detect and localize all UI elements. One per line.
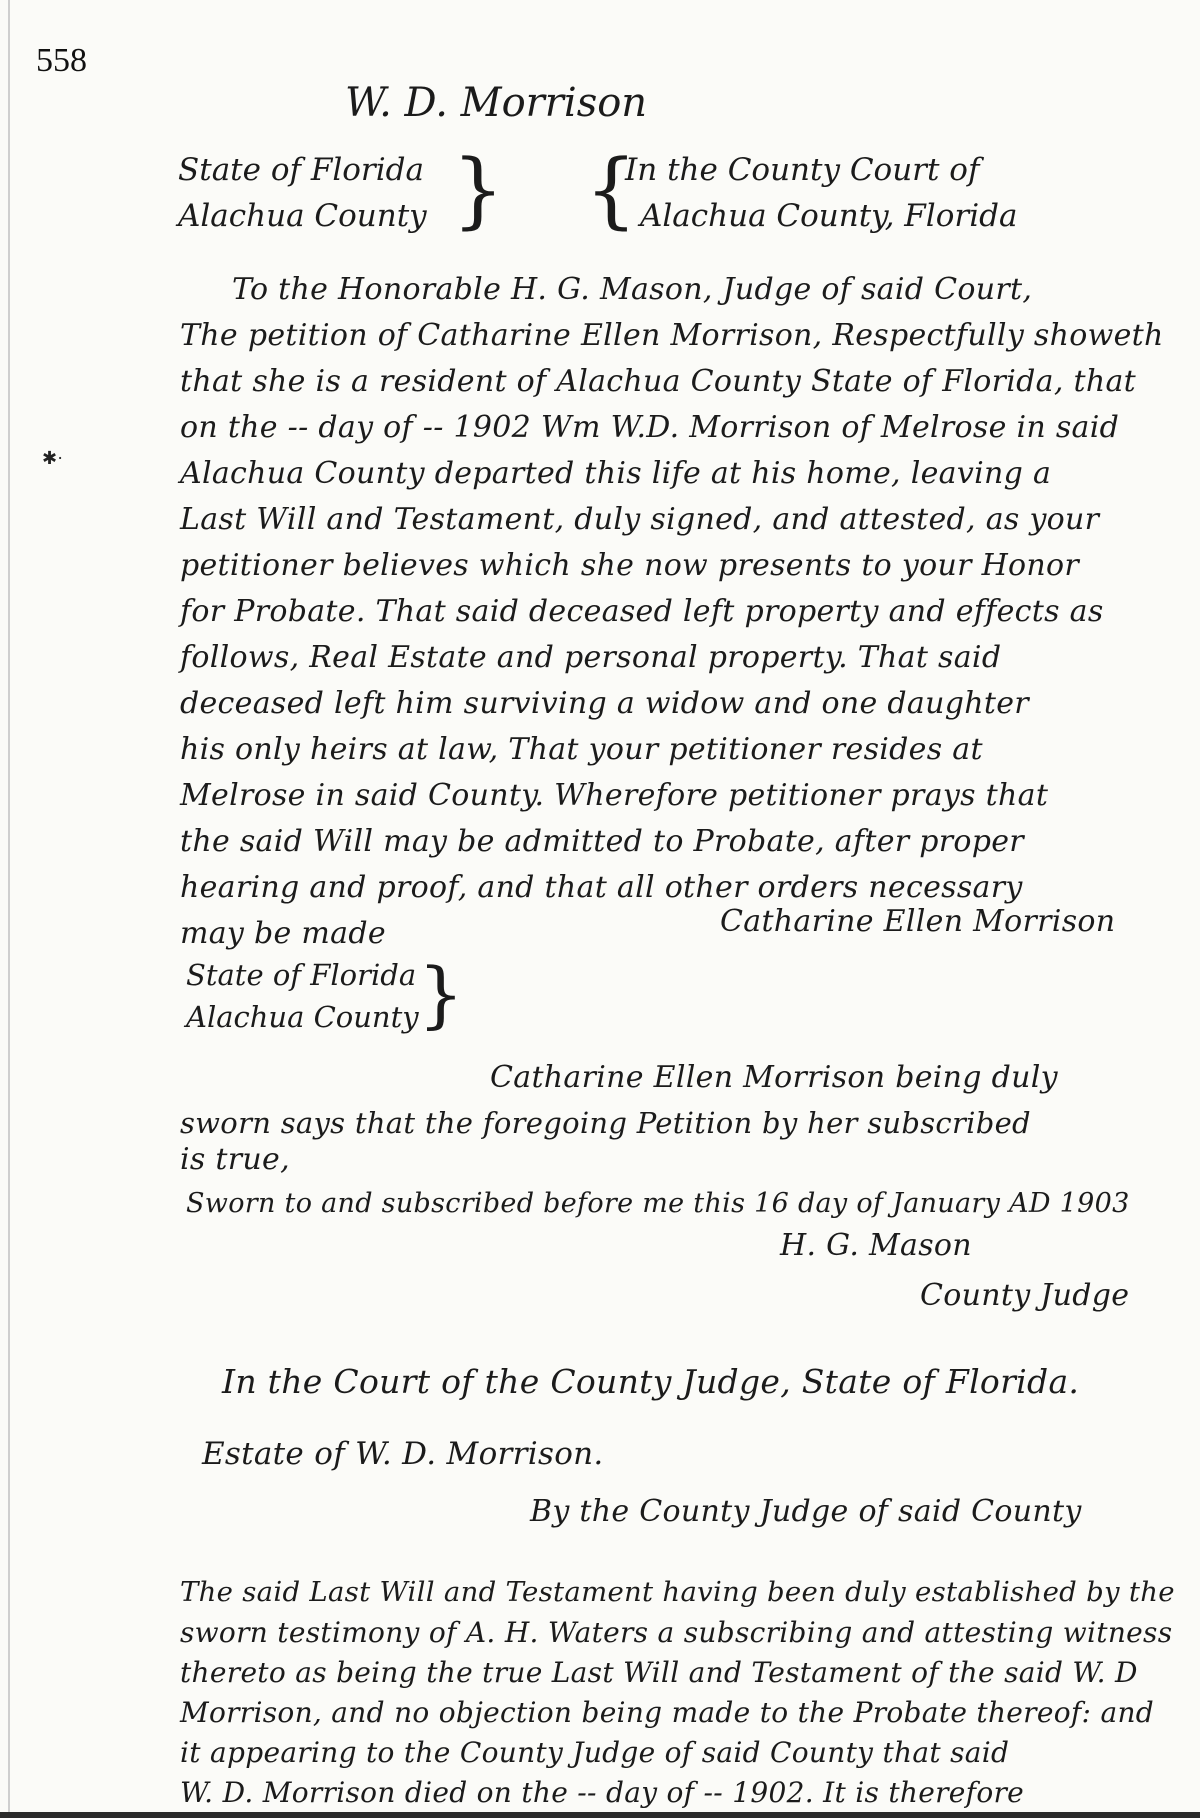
oath-venue-state: State of Florida xyxy=(186,958,417,992)
order-line: it appearing to the County Judge of said County that said xyxy=(180,1736,1010,1769)
judge-title: County Judge xyxy=(920,1278,1130,1313)
court-brace: { xyxy=(585,143,638,238)
petition-line: Alachua County departed this life at his home, leaving a xyxy=(180,456,1052,491)
court-line-1: In the County Court of xyxy=(625,152,980,188)
oath-venue-county: Alachua County xyxy=(186,1000,419,1034)
order-line: The said Last Will and Testament having been duly established by the xyxy=(180,1576,1175,1608)
petition-line: deceased left him surviving a widow and one daughter xyxy=(180,686,1029,721)
petition-line: petitioner believes which she now presents to your Honor xyxy=(180,548,1080,583)
order-line: thereto as being the true Last Will and Testament of the said W. D xyxy=(180,1656,1138,1689)
petition-line: may be made xyxy=(180,916,386,951)
petition-line: The petition of Catharine Ellen Morrison, Respectfully showeth xyxy=(180,318,1164,353)
judge-signature: H. G. Mason xyxy=(780,1228,972,1263)
oath-line: is true, xyxy=(180,1142,290,1177)
order-line: Morrison, and no objection being made to the Probate thereof: and xyxy=(180,1696,1155,1729)
order-line: sworn testimony of A. H. Waters a subscribing and attesting witness xyxy=(180,1616,1173,1649)
order-estate-heading: Estate of W. D. Morrison. xyxy=(202,1436,604,1472)
order-line: W. D. Morrison died on the -- day of -- 1902. It is therefore xyxy=(180,1776,1025,1809)
court-line-2: Alachua County, Florida xyxy=(640,198,1018,234)
order-court-heading: In the Court of the County Judge, State of Florida. xyxy=(222,1362,1080,1401)
venue-brace: } xyxy=(452,143,505,238)
petition-line: his only heirs at law, That your petitioner resides at xyxy=(180,732,983,767)
petition-line: follows, Real Estate and personal property. That said xyxy=(180,640,1002,675)
order-by-line: By the County Judge of said County xyxy=(530,1494,1082,1529)
petition-line: hearing and proof, and that all other orders necessary xyxy=(180,870,1023,905)
page-bottom-edge xyxy=(0,1812,1200,1818)
venue-county: Alachua County xyxy=(178,198,427,234)
oath-line: Catharine Ellen Morrison being duly xyxy=(490,1060,1058,1095)
petition-line: the said Will may be admitted to Probate, after proper xyxy=(180,824,1024,859)
page-number: 558 xyxy=(36,42,87,79)
petition-line: Last Will and Testament, duly signed, and attested, as your xyxy=(180,502,1100,537)
petition-line: Melrose in said County. Wherefore petitioner prays that xyxy=(180,778,1049,813)
oath-jurat: Sworn to and subscribed before me this 16 day of January AD 1903 xyxy=(186,1188,1130,1219)
oath-venue-brace: } xyxy=(418,952,464,1036)
margin-mark: ✱· xyxy=(42,448,64,468)
petition-line: for Probate. That said deceased left property and effects as xyxy=(180,594,1104,629)
petition-line: that she is a resident of Alachua County State of Florida, that xyxy=(180,364,1137,399)
oath-line: sworn says that the foregoing Petition by her subscribed xyxy=(180,1106,1031,1140)
venue-state: State of Florida xyxy=(178,152,424,188)
petition-line: To the Honorable H. G. Mason, Judge of said Court, xyxy=(232,272,1033,307)
petition-signature: Catharine Ellen Morrison xyxy=(720,904,1116,939)
document-title: W. D. Morrison xyxy=(345,80,648,126)
page-left-edge xyxy=(8,0,10,1818)
petition-line: on the -- day of -- 1902 Wm W.D. Morrison of Melrose in said xyxy=(180,410,1120,445)
